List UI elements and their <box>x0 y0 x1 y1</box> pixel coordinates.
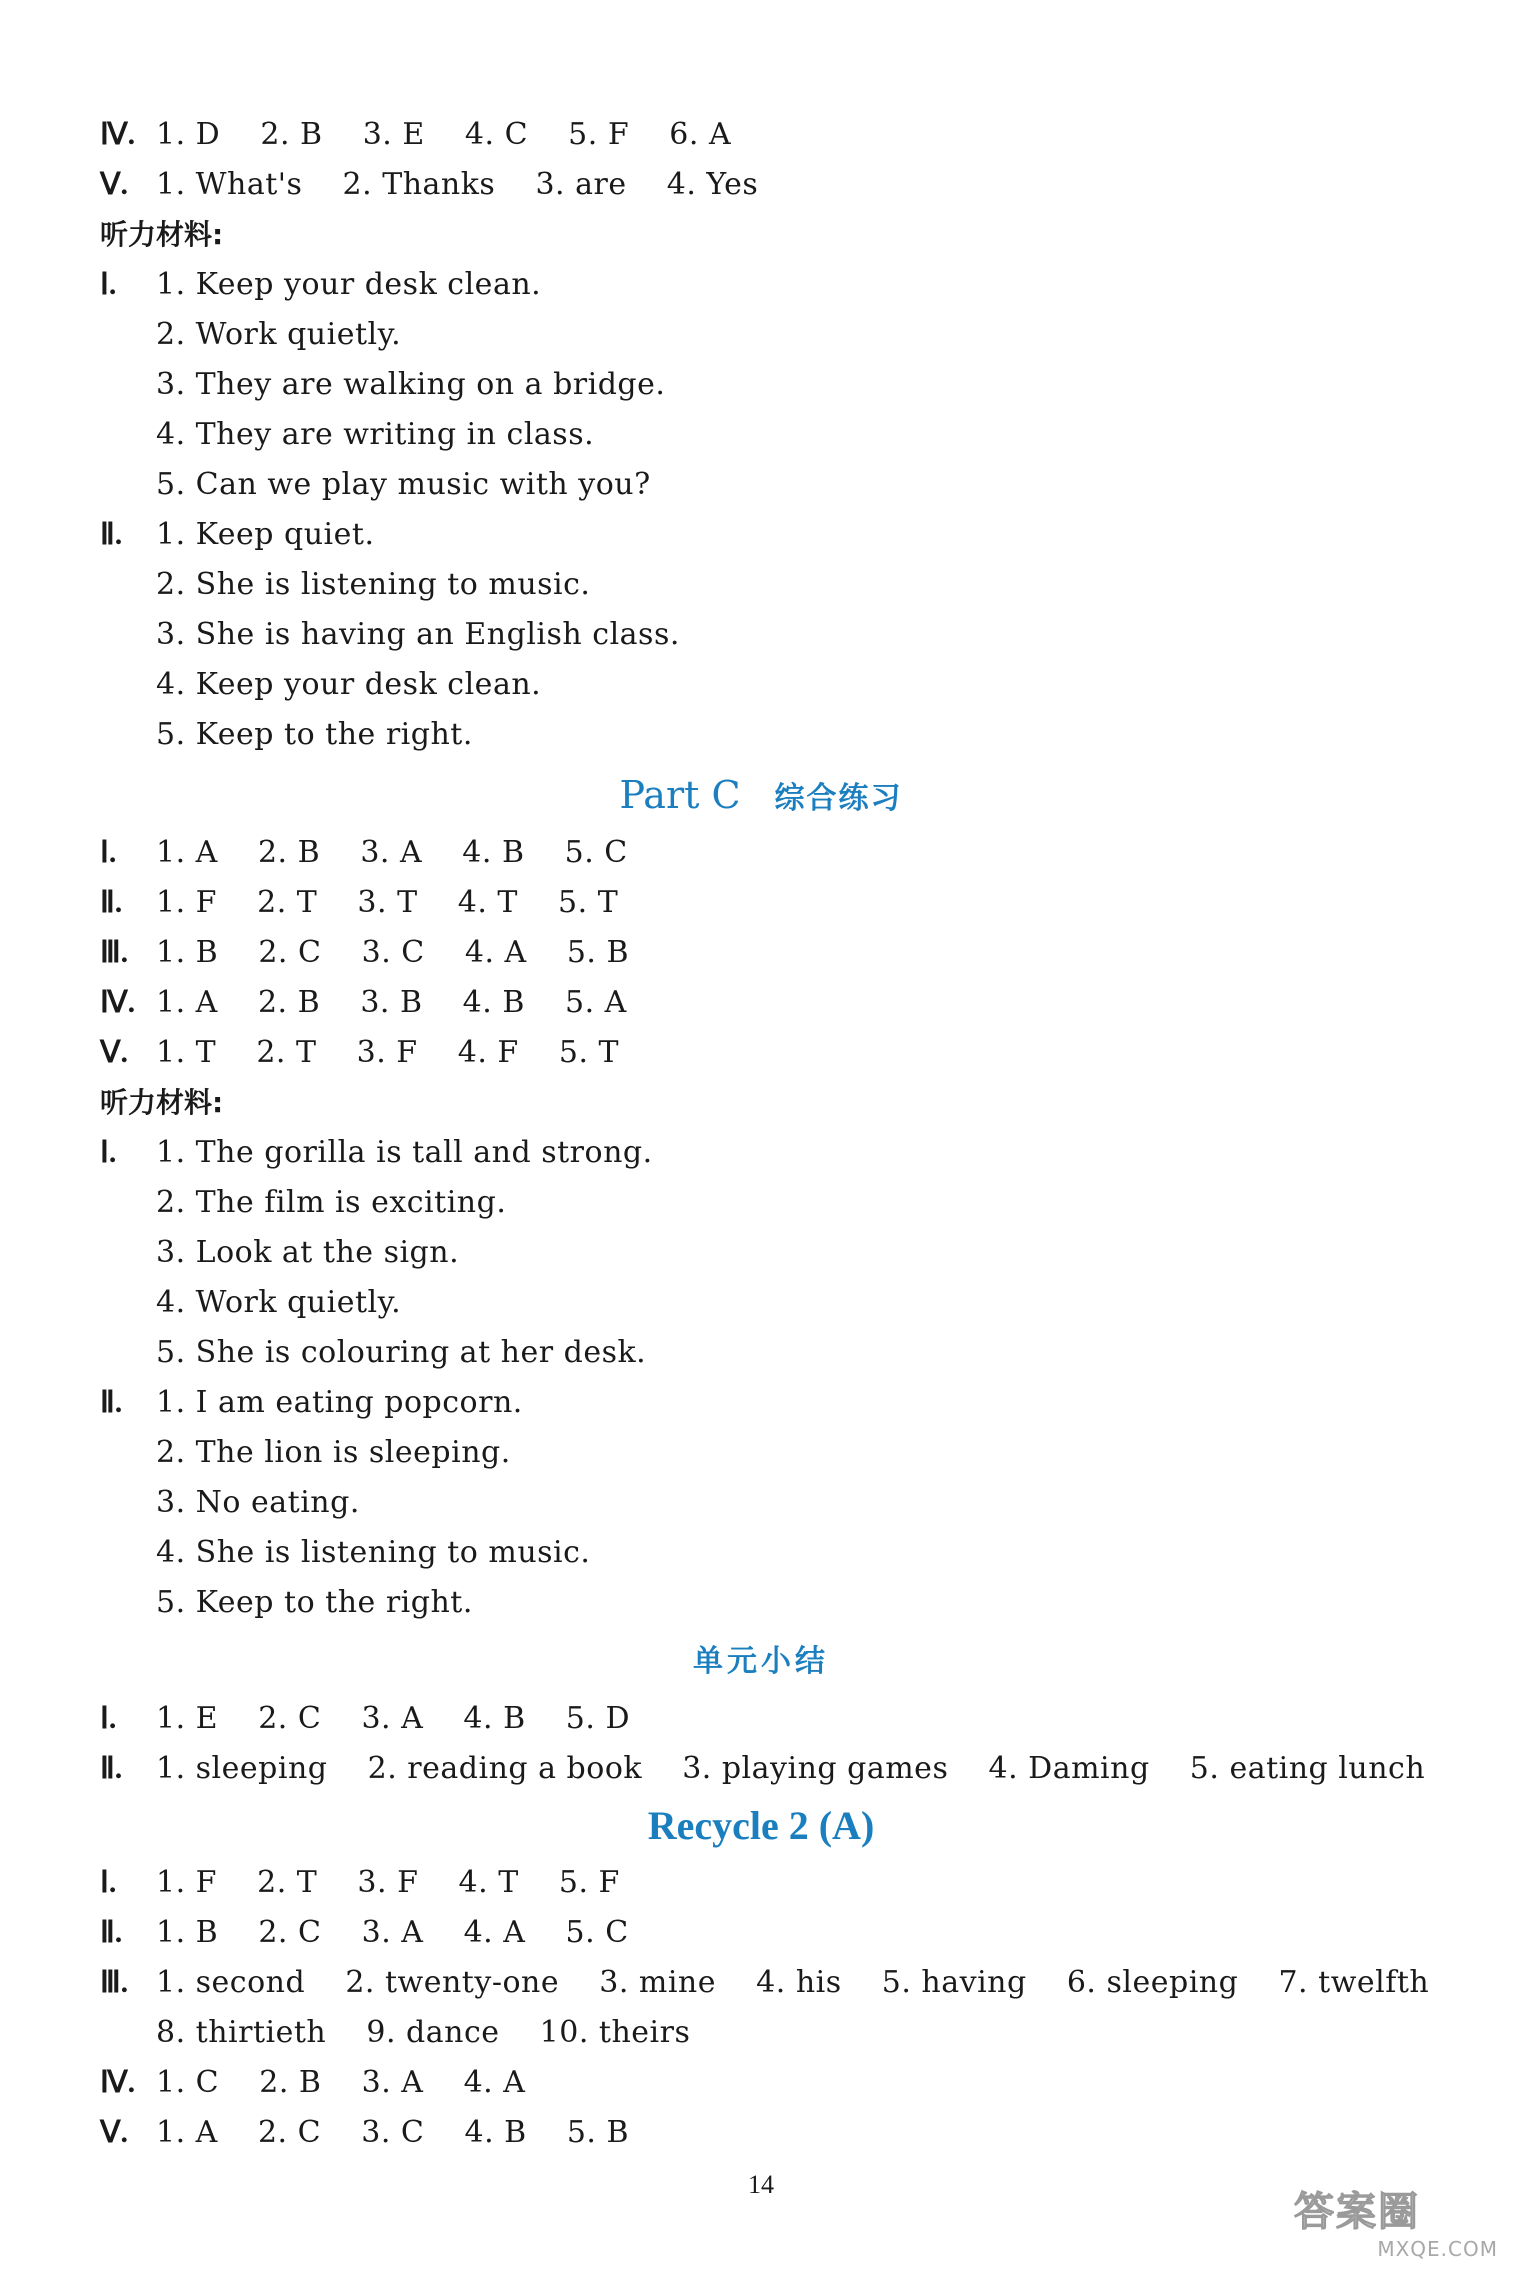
answer-line <box>156 660 541 710</box>
item-number: Ⅰ. <box>100 1702 117 1735</box>
answer-line <box>156 310 401 360</box>
item-number: Ⅱ. <box>100 1916 123 1949</box>
answer-line <box>100 1378 523 1428</box>
item-number: Ⅴ. <box>100 2116 129 2149</box>
answer-line <box>100 160 758 210</box>
answer-line <box>156 410 594 460</box>
item-number: Ⅱ. <box>100 518 123 551</box>
answer-line <box>100 1858 620 1908</box>
answer-line <box>100 2108 629 2158</box>
answer-line <box>100 828 628 878</box>
answer-text: 1. A 2. B 3. B 4. B 5. A <box>156 985 627 1020</box>
item-number: Ⅰ. <box>100 1866 117 1899</box>
answer-text: 1. B 2. C 3. A 4. A 5. C <box>156 1915 629 1950</box>
answer-line <box>100 260 541 310</box>
answer-text: 1. D 2. B 3. E 4. C 5. F 6. A <box>156 117 732 152</box>
answer-text: 1. C 2. B 3. A 4. A <box>156 2065 526 2100</box>
answer-line <box>156 460 651 510</box>
answer-line <box>156 1578 473 1628</box>
watermark-text: 答案圈 <box>1294 2189 1420 2235</box>
answer-text: 4. She is listening to music. <box>156 1535 591 1570</box>
item-number: Ⅱ. <box>100 1752 123 1785</box>
answer-line <box>100 1908 629 1958</box>
answer-line <box>156 1528 590 1578</box>
answer-text: 1. F 2. T 3. T 4. T 5. T <box>156 885 619 920</box>
answer-text: 1. A 2. B 3. A 4. B 5. C <box>156 835 628 870</box>
answer-line <box>156 560 590 610</box>
item-number: Ⅳ. <box>100 118 136 151</box>
answer-text: 5. Keep to the right. <box>156 717 473 752</box>
answer-text: 2. The lion is sleeping. <box>156 1435 511 1470</box>
answer-text: 1. T 2. T 3. F 4. F 5. T <box>156 1035 620 1070</box>
answer-line <box>100 2058 525 2108</box>
answer-text: 1. E 2. C 3. A 4. B 5. D <box>156 1701 630 1736</box>
answer-line <box>156 1478 360 1528</box>
section-heading-recycle: Recycle 2 (A) <box>647 1803 875 1848</box>
answer-text: 1. I am eating popcorn. <box>156 1385 523 1420</box>
answer-text: 1. second 2. twenty-one 3. mine 4. his 5. having 6. sleeping 7. twelfth <box>156 1965 1430 2000</box>
answer-line <box>100 110 731 160</box>
answer-line <box>100 510 374 560</box>
answer-text: 2. Work quietly. <box>156 317 402 352</box>
answer-line <box>156 1278 401 1328</box>
answer-text: 2. The film is exciting. <box>156 1185 507 1220</box>
answer-text: 3. They are walking on a bridge. <box>156 367 666 402</box>
answer-text: 1. The gorilla is tall and strong. <box>156 1135 653 1170</box>
answer-text: 5. Keep to the right. <box>156 1585 473 1620</box>
answer-text: 1. B 2. C 3. C 4. A 5. B <box>156 935 630 970</box>
item-number: Ⅱ. <box>100 1386 123 1419</box>
answer-line <box>100 1028 619 1078</box>
watermark-url: MXQE.COM <box>1377 2237 1498 2261</box>
answer-line <box>156 1328 646 1378</box>
answer-text: 3. She is having an English class. <box>156 617 680 652</box>
answer-line <box>156 360 665 410</box>
answer-line <box>100 878 618 928</box>
answer-text: 1. Keep quiet. <box>156 517 375 552</box>
answer-text: 3. Look at the sign. <box>156 1235 460 1270</box>
answer-line <box>156 710 473 760</box>
listening-material-label: 听力材料: <box>100 218 224 251</box>
answer-text: 1. sleeping 2. reading a book 3. playing games 4. Daming 5. eating lunch <box>156 1751 1426 1786</box>
answer-text: 4. Work quietly. <box>156 1285 402 1320</box>
answer-line <box>156 1428 511 1478</box>
answer-text: 1. F 2. T 3. F 4. T 5. F <box>156 1865 620 1900</box>
heading-subtitle: 综合练习 <box>774 781 903 816</box>
answer-line <box>156 1178 506 1228</box>
answer-text: 4. They are writing in class. <box>156 417 595 452</box>
section-heading-part-c <box>0 767 1522 823</box>
item-number: Ⅰ. <box>100 268 117 301</box>
item-number: Ⅲ. <box>100 1966 129 1999</box>
answer-line <box>100 1958 1429 2008</box>
listening-material-label: 听力材料: <box>100 1086 224 1119</box>
item-number: Ⅰ. <box>100 836 117 869</box>
answer-line <box>100 1694 630 1744</box>
answer-text: 3. No eating. <box>156 1485 360 1520</box>
item-number: Ⅱ. <box>100 886 123 919</box>
answer-line <box>100 978 627 1028</box>
page-number: 14 <box>748 2170 774 2199</box>
item-number: Ⅴ. <box>100 168 129 201</box>
item-number: Ⅳ. <box>100 2066 136 2099</box>
item-number: Ⅲ. <box>100 936 129 969</box>
item-number: Ⅰ. <box>100 1136 117 1169</box>
answer-text: 8. thirtieth 9. dance 10. theirs <box>156 2015 691 2050</box>
answer-line <box>100 928 629 978</box>
answer-line <box>156 2008 690 2058</box>
answer-line <box>100 1744 1425 1794</box>
section-heading-unit-summary: 单元小结 <box>693 1644 829 1679</box>
item-number: Ⅳ. <box>100 986 136 1019</box>
answer-text: 1. What's 2. Thanks 3. are 4. Yes <box>156 167 759 202</box>
watermark-logo <box>1294 2180 1504 2262</box>
answer-text: 5. She is colouring at her desk. <box>156 1335 647 1370</box>
answer-text: 5. Can we play music with you? <box>156 467 651 502</box>
answer-text: 1. Keep your desk clean. <box>156 267 542 302</box>
answer-text: 1. A 2. C 3. C 4. B 5. B <box>156 2115 630 2150</box>
answer-text: 2. She is listening to music. <box>156 567 591 602</box>
answer-line <box>156 610 680 660</box>
answer-line <box>156 1228 459 1278</box>
answer-text: 4. Keep your desk clean. <box>156 667 542 702</box>
answer-line <box>100 1128 653 1178</box>
item-number: Ⅴ. <box>100 1036 129 1069</box>
heading-title: Part C <box>619 773 741 817</box>
